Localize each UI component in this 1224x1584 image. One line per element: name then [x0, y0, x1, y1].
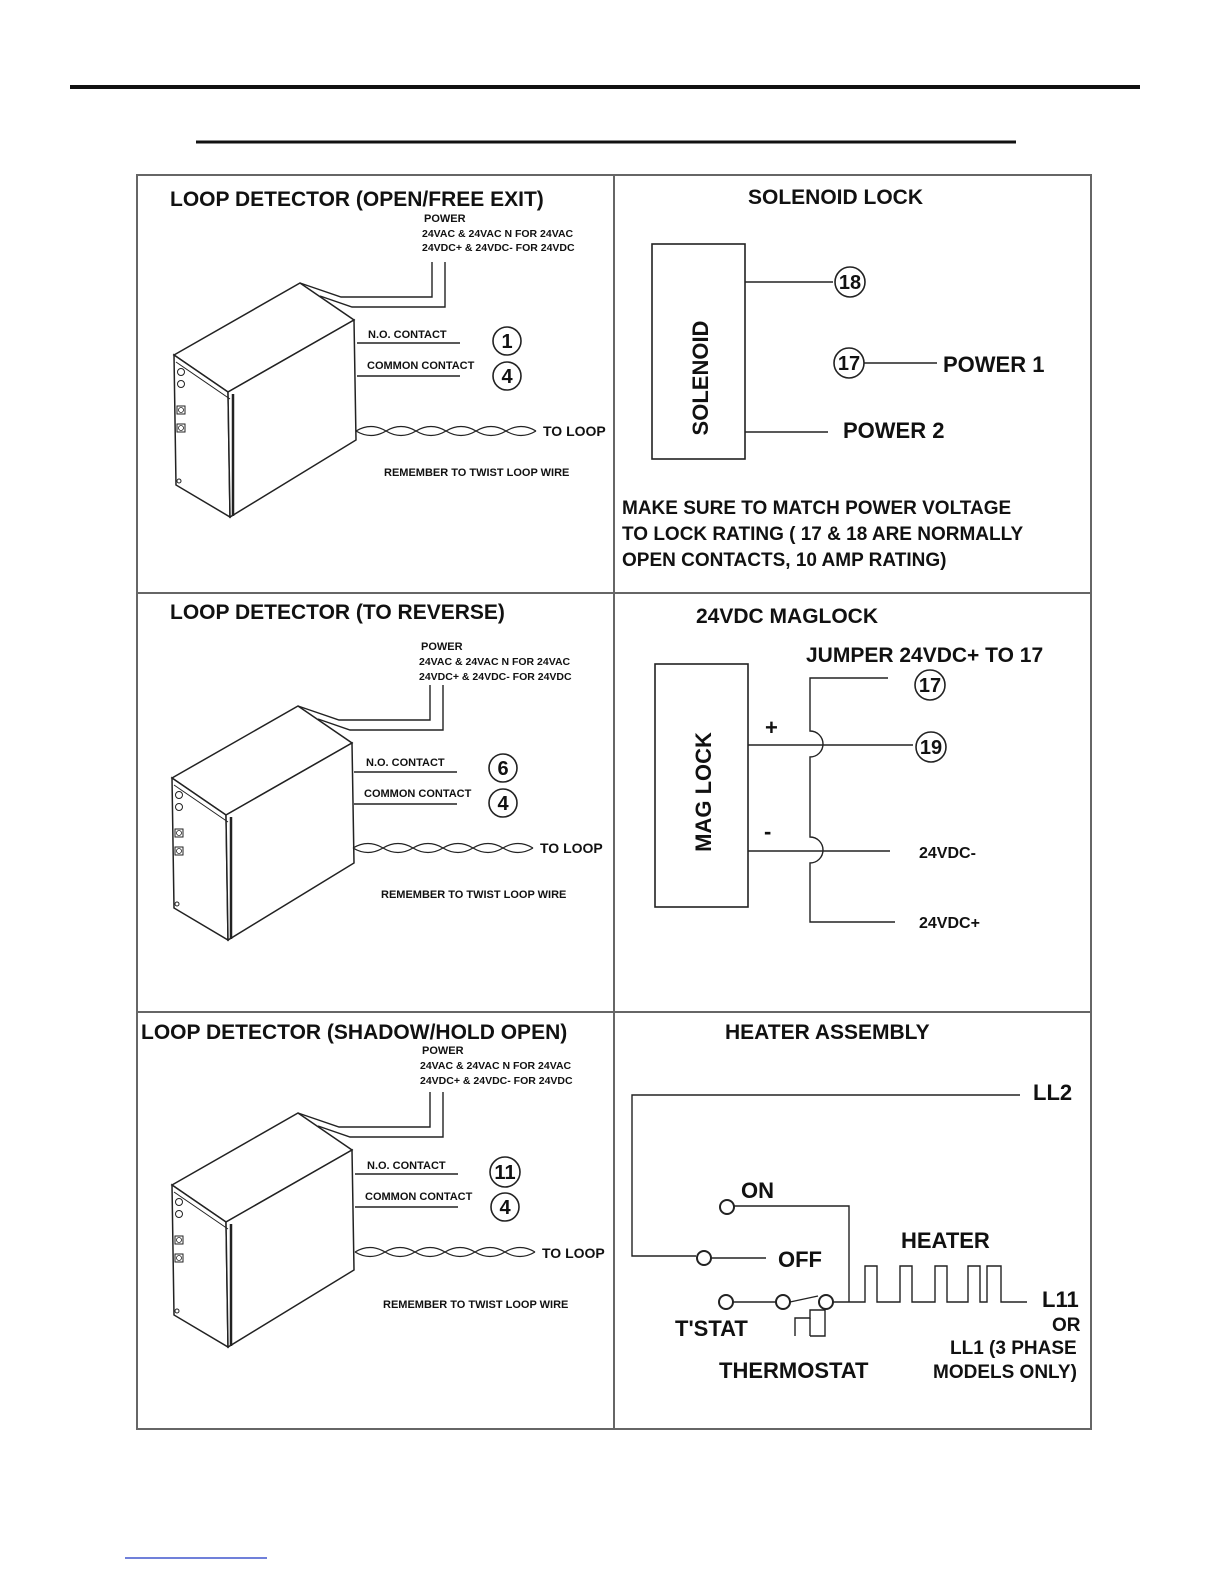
common-contact-label: COMMON CONTACT — [365, 1191, 473, 1203]
tstat-contact — [819, 1295, 833, 1309]
terminal-number: 19 — [919, 737, 943, 759]
panel-maglock — [655, 605, 1043, 932]
power-wire — [298, 685, 430, 720]
no-contact-label: N.O. CONTACT — [367, 1160, 446, 1172]
detector-box — [172, 706, 354, 940]
panel-title: 24VDC MAGLOCK — [696, 605, 879, 628]
thermostat-label: THERMOSTAT — [719, 1358, 869, 1383]
off-contact — [697, 1251, 711, 1265]
terminal-number: 6 — [497, 758, 509, 780]
panel-title: HEATER ASSEMBLY — [725, 1021, 930, 1044]
jumper-label: JUMPER 24VDC+ TO 17 — [806, 644, 1044, 667]
twisted-loop-wire — [356, 427, 536, 436]
panel-title: LOOP DETECTOR (OPEN/FREE EXIT) — [170, 188, 544, 211]
jumper-wire — [810, 678, 895, 922]
ll2-label: LL2 — [1033, 1080, 1073, 1105]
plus-sign: + — [765, 715, 778, 740]
power-dc-label: 24VDC+ & 24VDC- FOR 24VDC — [420, 1075, 573, 1087]
heater-element — [833, 1266, 1027, 1302]
power-wire — [318, 685, 443, 730]
no-contact-label: N.O. CONTACT — [366, 757, 445, 769]
terminal-number: 11 — [494, 1162, 516, 1184]
to-loop-label: TO LOOP — [540, 840, 603, 856]
terminal-number: 4 — [499, 1197, 511, 1219]
terminal-number: 1 — [501, 331, 513, 353]
common-contact-label: COMMON CONTACT — [364, 788, 472, 800]
power-dc-label: 24VDC+ & 24VDC- FOR 24VDC — [419, 671, 572, 683]
power2-label: POWER 2 — [843, 418, 945, 443]
detector-box — [174, 283, 356, 517]
panel-solenoid — [622, 186, 1044, 571]
power1-label: POWER 1 — [943, 352, 1045, 377]
common-contact-label: COMMON CONTACT — [367, 360, 475, 372]
power-label: POWER — [422, 1045, 464, 1057]
ll1-label: LL1 (3 PHASE — [950, 1338, 1077, 1359]
power-wire — [300, 262, 432, 297]
terminal-number: 17 — [837, 353, 861, 375]
voltage-note: MAKE SURE TO MATCH POWER VOLTAGE — [622, 498, 1012, 519]
maglock-label: MAG LOCK — [691, 732, 716, 852]
twist-note: REMEMBER TO TWIST LOOP WIRE — [384, 467, 570, 479]
terminal-number: 17 — [918, 675, 942, 697]
tstat-switch-blade — [790, 1296, 818, 1302]
terminal-number: 18 — [838, 272, 862, 294]
detector-box — [172, 1113, 354, 1347]
positive-label: 24VDC+ — [919, 915, 980, 932]
panel-loop-reverse — [170, 601, 603, 940]
panel-heater — [632, 1021, 1081, 1383]
negative-label: 24VDC- — [919, 845, 976, 862]
no-contact-label: N.O. CONTACT — [368, 329, 447, 341]
power-label: POWER — [424, 213, 466, 225]
voltage-note: OPEN CONTACTS, 10 AMP RATING) — [622, 550, 947, 571]
power-ac-label: 24VAC & 24VAC N FOR 24VAC — [420, 1060, 572, 1072]
to-loop-label: TO LOOP — [542, 1245, 605, 1261]
power-label: POWER — [421, 641, 463, 653]
twist-note: REMEMBER TO TWIST LOOP WIRE — [383, 1299, 569, 1311]
tstat-contact — [776, 1295, 790, 1309]
voltage-note: TO LOCK RATING ( 17 & 18 ARE NORMALLY — [622, 524, 1024, 545]
power-ac-label: 24VAC & 24VAC N FOR 24VAC — [422, 228, 574, 240]
twisted-loop-wire — [353, 844, 533, 853]
to-loop-label: TO LOOP — [543, 423, 606, 439]
panel-loop-open — [170, 188, 606, 517]
terminal-number: 4 — [497, 793, 509, 815]
panel-title: LOOP DETECTOR (TO REVERSE) — [170, 601, 505, 624]
minus-sign: - — [764, 819, 772, 844]
on-label: ON — [741, 1178, 774, 1203]
power-wire — [298, 1092, 430, 1127]
power-wire — [318, 1092, 443, 1137]
panel-title: LOOP DETECTOR (SHADOW/HOLD OPEN) — [141, 1021, 568, 1044]
tstat-contact — [719, 1295, 733, 1309]
heater-label: HEATER — [901, 1228, 990, 1253]
power-wire — [320, 262, 445, 307]
twisted-loop-wire — [355, 1248, 535, 1257]
solenoid-label: SOLENOID — [688, 320, 713, 436]
on-contact — [720, 1200, 734, 1214]
terminal-number: 4 — [501, 366, 513, 388]
panel-loop-shadow — [141, 1021, 605, 1347]
twist-note: REMEMBER TO TWIST LOOP WIRE — [381, 889, 567, 901]
power-ac-label: 24VAC & 24VAC N FOR 24VAC — [419, 656, 571, 668]
off-label: OFF — [778, 1247, 822, 1272]
ll1-label: MODELS ONLY) — [933, 1362, 1077, 1383]
or-label: OR — [1052, 1315, 1081, 1336]
tstat-label: T'STAT — [675, 1316, 748, 1341]
panel-title: SOLENOID LOCK — [748, 186, 924, 209]
power-dc-label: 24VDC+ & 24VDC- FOR 24VDC — [422, 242, 575, 254]
l11-label: L11 — [1042, 1287, 1079, 1312]
